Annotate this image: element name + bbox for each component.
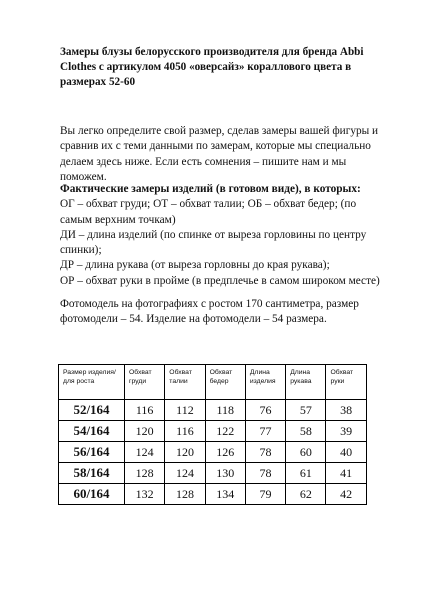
- chest-cell: 132: [125, 484, 165, 505]
- header-arm-girth: Обхват руки: [326, 365, 366, 400]
- arm-girth-cell: 39: [326, 421, 366, 442]
- size-table-header-row: [59, 365, 367, 400]
- measure-line-or: ОР – обхват руки в пройме (в предплечье в самом широком месте): [60, 274, 380, 287]
- sleeve-length-cell: 58: [286, 421, 326, 442]
- length-cell: 78: [245, 463, 285, 484]
- measure-line-dr: ДР – длина рукава (от выреза горловны до края рукава);: [60, 259, 330, 272]
- chest-cell: 120: [125, 421, 165, 442]
- measurements-heading: Фактические замеры изделий (в готовом виде), в которых:: [60, 183, 361, 195]
- waist-cell: 112: [165, 400, 205, 421]
- chest-cell: 124: [125, 442, 165, 463]
- document-title: Замеры блузы белорусского производителя для бренда Abbi Clothes с артикулом 4050 «оверсайз» кораллового цвета в размерах 52-60: [60, 46, 364, 88]
- length-cell: 78: [245, 442, 285, 463]
- sleeve-length-cell: 60: [286, 442, 326, 463]
- table-row: [59, 421, 367, 442]
- arm-girth-cell: 40: [326, 442, 366, 463]
- chest-cell: 116: [125, 400, 165, 421]
- waist-cell: 120: [165, 442, 205, 463]
- sleeve-length-cell: 62: [286, 484, 326, 505]
- hips-cell: 126: [205, 442, 245, 463]
- size-cell: 60/164: [59, 484, 125, 505]
- hips-cell: 118: [205, 400, 245, 421]
- length-cell: 77: [245, 421, 285, 442]
- waist-cell: 116: [165, 421, 205, 442]
- sleeve-length-cell: 57: [286, 400, 326, 421]
- measure-line-og-ot-ob: ОГ – обхват груди; ОТ – обхват талии; ОБ – обхват бедер; (по самым верхним точкам): [60, 198, 357, 226]
- hips-cell: 130: [205, 463, 245, 484]
- hips-cell: 122: [205, 421, 245, 442]
- intro-paragraph: Вы легко определите свой размер, сделав замеры вашей фигуры и сравнив их с теми данными по замерам, которые мы специально делаем здесь ниже. Если есть сомнения – пишите нам и мы поможем.: [60, 125, 379, 183]
- size-cell: 58/164: [59, 463, 125, 484]
- sleeve-length-cell: 61: [286, 463, 326, 484]
- measure-line-di: ДИ – длина изделий (по спинке от выреза горловины по центру спинки);: [60, 228, 367, 257]
- header-sleeve-length: Длина рукава: [286, 365, 326, 400]
- arm-girth-cell: 41: [326, 463, 366, 484]
- size-cell: 56/164: [59, 442, 125, 463]
- length-cell: 79: [245, 484, 285, 505]
- arm-girth-cell: 38: [326, 400, 366, 421]
- hips-cell: 134: [205, 484, 245, 505]
- table-row: [59, 442, 367, 463]
- table-row: [59, 484, 367, 505]
- header-length: Длина изделия: [245, 365, 285, 400]
- header-size: Размер изделия/для роста: [59, 365, 125, 400]
- waist-cell: 124: [165, 463, 205, 484]
- header-chest: Обхват груди: [125, 365, 165, 400]
- model-note: Фотомодель на фотографиях с ростом 170 сантиметра, размер фотомодели – 54. Изделие на фотомодели – 54 размера.: [60, 298, 359, 326]
- header-waist: Обхват талии: [165, 365, 205, 400]
- header-hips: Обхват бедер: [205, 365, 245, 400]
- table-row: [59, 400, 367, 421]
- size-cell: 52/164: [59, 400, 125, 421]
- chest-cell: 128: [125, 463, 165, 484]
- length-cell: 76: [245, 400, 285, 421]
- arm-girth-cell: 42: [326, 484, 366, 505]
- size-cell: 54/164: [59, 421, 125, 442]
- measurements-legend: [60, 182, 385, 289]
- waist-cell: 128: [165, 484, 205, 505]
- table-row: [59, 463, 367, 484]
- size-table: [58, 364, 367, 505]
